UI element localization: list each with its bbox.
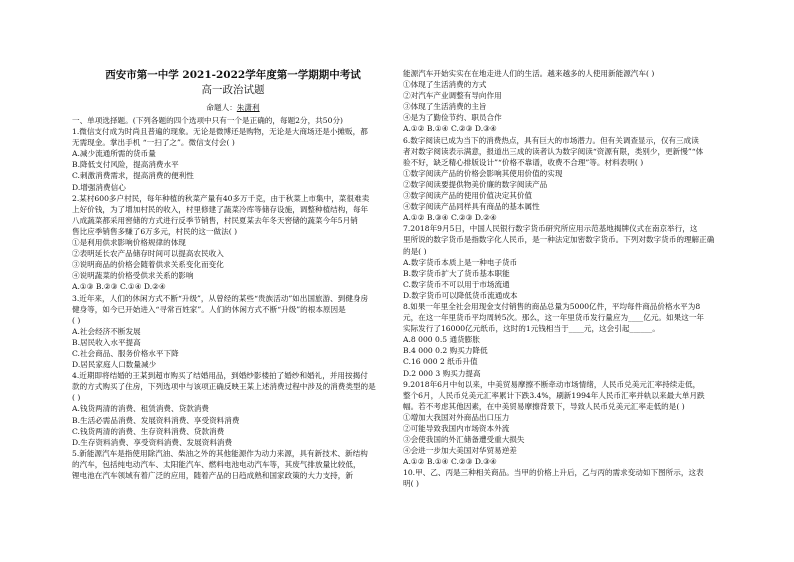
text-line: A.①② B.①④ C.②③ D.③④ bbox=[403, 457, 497, 467]
text-line: 的汽车，包括纯电动汽车、太阳能汽车、燃料电池电动汽车等，其废气排放量比较低， bbox=[72, 459, 361, 469]
text-line: D.居民家庭人口数量减少 bbox=[72, 360, 157, 370]
text-line: 明( ) bbox=[403, 479, 419, 489]
text-line: 3.近年来，人们的休闲方式不断“升级”，从曾经的某些“贵族活动”如出国旅游、到健身房 bbox=[72, 293, 369, 303]
exam-title: 西安市第一中学 2021-2022学年度第一学期期中考试 bbox=[105, 69, 361, 81]
text-line: ①是利用供求影响价格规律的体现 bbox=[72, 238, 186, 248]
text-line: B.4 000 0.2 购买力降低 bbox=[403, 346, 488, 356]
text-line: D.2 000 3 购买力提高 bbox=[403, 368, 481, 378]
right-question-text bbox=[403, 68, 735, 490]
text-line: A.①② B.①④ C.②③ D.③④ bbox=[403, 124, 497, 134]
text-line: 6.数字阅读已成为当下的消费热点，具有巨大的市场潜力。但有关调查显示，仅有三成读 bbox=[403, 135, 699, 145]
text-line: 能源汽车开始实实在在地走进人们的生活。越来越多的人使用新能源汽车( ) bbox=[403, 69, 655, 78]
text-line: ③说明商品的价格会随着供求关系变化而变化 bbox=[72, 260, 224, 270]
author-label: 命题人： bbox=[206, 103, 237, 112]
text-line: ②可能导致我国内市场资本外流 bbox=[403, 424, 510, 433]
text-line: A.减少流通所需的货币量 bbox=[72, 149, 156, 159]
text-line: 售比应季销售多赚了6万多元，村民的这一做法( ) bbox=[72, 226, 238, 236]
text-line: 的是( ) bbox=[403, 246, 427, 256]
text-line: D.数字货币可以降低货币流通成本 bbox=[403, 290, 518, 300]
text-line: D.增强消费信心 bbox=[72, 182, 126, 192]
text-line: 10.甲、乙、丙是三种相关商品。当甲的价格上升后，乙与丙的需求变动如下图所示，这表 bbox=[403, 468, 704, 478]
text-line: D.生存资料消费、享受资料消费、发展资料消费 bbox=[72, 437, 233, 447]
right-column bbox=[403, 68, 735, 490]
text-line: A.①③ B.②③ C.①④ D.②④ bbox=[72, 282, 166, 292]
text-line: 八成蔬菜都采用窖储的方式进行反季节销售，村民夏某去年冬天窖储的蔬菜今年5月销 bbox=[72, 215, 358, 225]
text-line: ④是为了勤俭节约、职员合作 bbox=[403, 113, 502, 123]
text-line: 9.2018年6月中旬以来，中美贸易摩擦不断牵动市场情绪，人民币兑美元汇率持续走低， bbox=[403, 379, 701, 389]
text-line: B.生活必需品消费、发展资料消费、享受资料消费 bbox=[72, 415, 240, 425]
text-line: 2.某村600多户村民，每年种植的秋菜产量有40多万千克，由于秋菜上市集中，菜很难卖 bbox=[72, 193, 370, 203]
text-line: B.居民收入水平提高 bbox=[72, 337, 141, 347]
text-line: ②表明延长农产品储存时间可以提高农民收入 bbox=[72, 249, 224, 259]
text-line: ①数字阅读产品的价格会影响其使用价值的实现 bbox=[403, 168, 563, 178]
text-line: 里所说的数字货币是指数字化人民币，是一种法定加密数字货币。下列对数字货币的理解正确 bbox=[403, 235, 715, 245]
text-line: 无需现金。掌出手机 “一扫了之”。微信支付会( ) bbox=[72, 138, 235, 148]
author-line bbox=[72, 102, 394, 113]
text-line: 上好价钱，为了增加村民的收入，村里修建了蔬菜冷库等储存设施，调整种植结构，每年 bbox=[72, 204, 369, 214]
text-line: C.钱货两清的消费、生存资料消费、贷款消费 bbox=[72, 426, 225, 436]
text-line: ④会进一步加大美国对华贸易逆差 bbox=[403, 446, 517, 456]
text-line: 幅。若不考虑其他因素，在中美贸易摩擦背景下，导致人民币兑美元汇率走低的是( ) bbox=[403, 401, 685, 411]
text-line: 5.新能源汽车是指使用除汽油、柴油之外的其他能源作为动力来源，具有新技术、新结构 bbox=[72, 448, 368, 458]
text-line: ②数字阅读要提供物美价廉的数字阅读产品 bbox=[403, 179, 548, 189]
text-line: A.8 000 0.5 通货膨胀 bbox=[403, 335, 480, 345]
text-line: ②对汽车产业调整有导向作用 bbox=[403, 91, 502, 101]
text-line: C.刺激消费需求，提高消费的便利性 bbox=[72, 171, 194, 181]
author-name: 朱潇利 bbox=[236, 103, 260, 112]
text-line: 4.近期即将结婚的王某到超市购买了结婚用品，到婚纱影楼拍了婚纱和婚礼，并用按揭付 bbox=[72, 371, 368, 381]
text-line: A.社会经济不断发展 bbox=[72, 326, 141, 336]
text-line: ③数字阅读产品的使用价值决定其价值 bbox=[403, 191, 533, 201]
text-line: 8.如果一年里全社会用现金支付销售的商品总量为5000亿件，平均每件商品价格水平为8 bbox=[403, 301, 701, 311]
text-line: 者对数字阅读表示满意，报道出三成的读者认为数字阅读“资源有限，类别少，更新慢”“体 bbox=[403, 146, 704, 156]
text-line: 1.微信支付成为时尚且普遍的现象。无论是微博还是购物，无论是大商场还是小摊贩，都 bbox=[72, 127, 368, 137]
text-line: C.数字货币不可以用于市场流通 bbox=[403, 279, 510, 289]
text-line: ④说明蔬菜的价格受供求关系的影响 bbox=[72, 271, 194, 281]
text-line: 实际发行了16000亿元纸币，这时的1元钱相当于____元，这会引起______。 bbox=[403, 324, 660, 334]
left-column bbox=[72, 68, 394, 481]
text-line: 健身等，如今已开始进入“寻常百姓家”。人们的休闲方式不断“升级”的根本原因是 bbox=[72, 304, 346, 314]
text-line: 验不好，缺乏精心排版设计”“价格不靠谱，收费不合理”等。材料表明( ) bbox=[403, 157, 644, 167]
text-line: 整个6月，人民币兑美元汇率累计下跌3.4%，刷新1994年人民币汇率并轨以来最大单月跌 bbox=[403, 390, 705, 400]
left-question-text bbox=[72, 115, 394, 481]
text-line: A.①② B.③④ C.②③ D.②④ bbox=[403, 213, 497, 223]
text-line: A.数字货币本质上是一种电子货币 bbox=[403, 257, 518, 267]
text-line: 7.2018年9月5日，中国人民银行数字货币研究所应用示范基地揭牌仪式在南京举行，这 bbox=[403, 224, 698, 234]
text-line: ①增加大我国对外商品出口压力 bbox=[403, 412, 510, 422]
text-line: A.钱货两清的消费、租赁消费、贷款消费 bbox=[72, 404, 209, 414]
text-line: 元，在这一年里货币平均周转5次。那么，这一年里货币发行量应为____亿元。如果这一年 bbox=[403, 313, 704, 323]
text-line: ( ) bbox=[72, 315, 81, 325]
text-line: 款的方式购买了住房，下列选项中与该项正确反映王某上述消费过程中涉及的消费类型的是 bbox=[72, 382, 376, 392]
text-line: 一、单项选择题。(下列各题的四个选项中只有一个是正确的，每题2分，共50分) bbox=[72, 116, 344, 125]
text-line: B.数字货币扩大了货币基本职能 bbox=[403, 268, 510, 278]
text-line: B.降低支付风险，提高消费水平 bbox=[72, 160, 179, 170]
text-line: ④数字阅读产品同样具有商品的基本属性 bbox=[403, 202, 540, 212]
exam-subtitle: 高一政治试题 bbox=[201, 84, 265, 96]
text-line: ③会使我国的外汇储备遭受重大损失 bbox=[403, 435, 525, 445]
text-line: C.社会商品、服务价格水平下降 bbox=[72, 348, 179, 358]
text-line: ( ) bbox=[72, 393, 81, 403]
text-line: ③体现了生活消费的主旨 bbox=[403, 102, 487, 112]
text-line: C.16 000 2 纸币升值 bbox=[403, 357, 478, 367]
text-line: ①体现了生活消费的方式 bbox=[403, 80, 487, 90]
text-line: 锂电池在汽车领域有着广泛的应用，随着产品的日趋成熟和国家政策的大力支持，新 bbox=[72, 471, 353, 480]
